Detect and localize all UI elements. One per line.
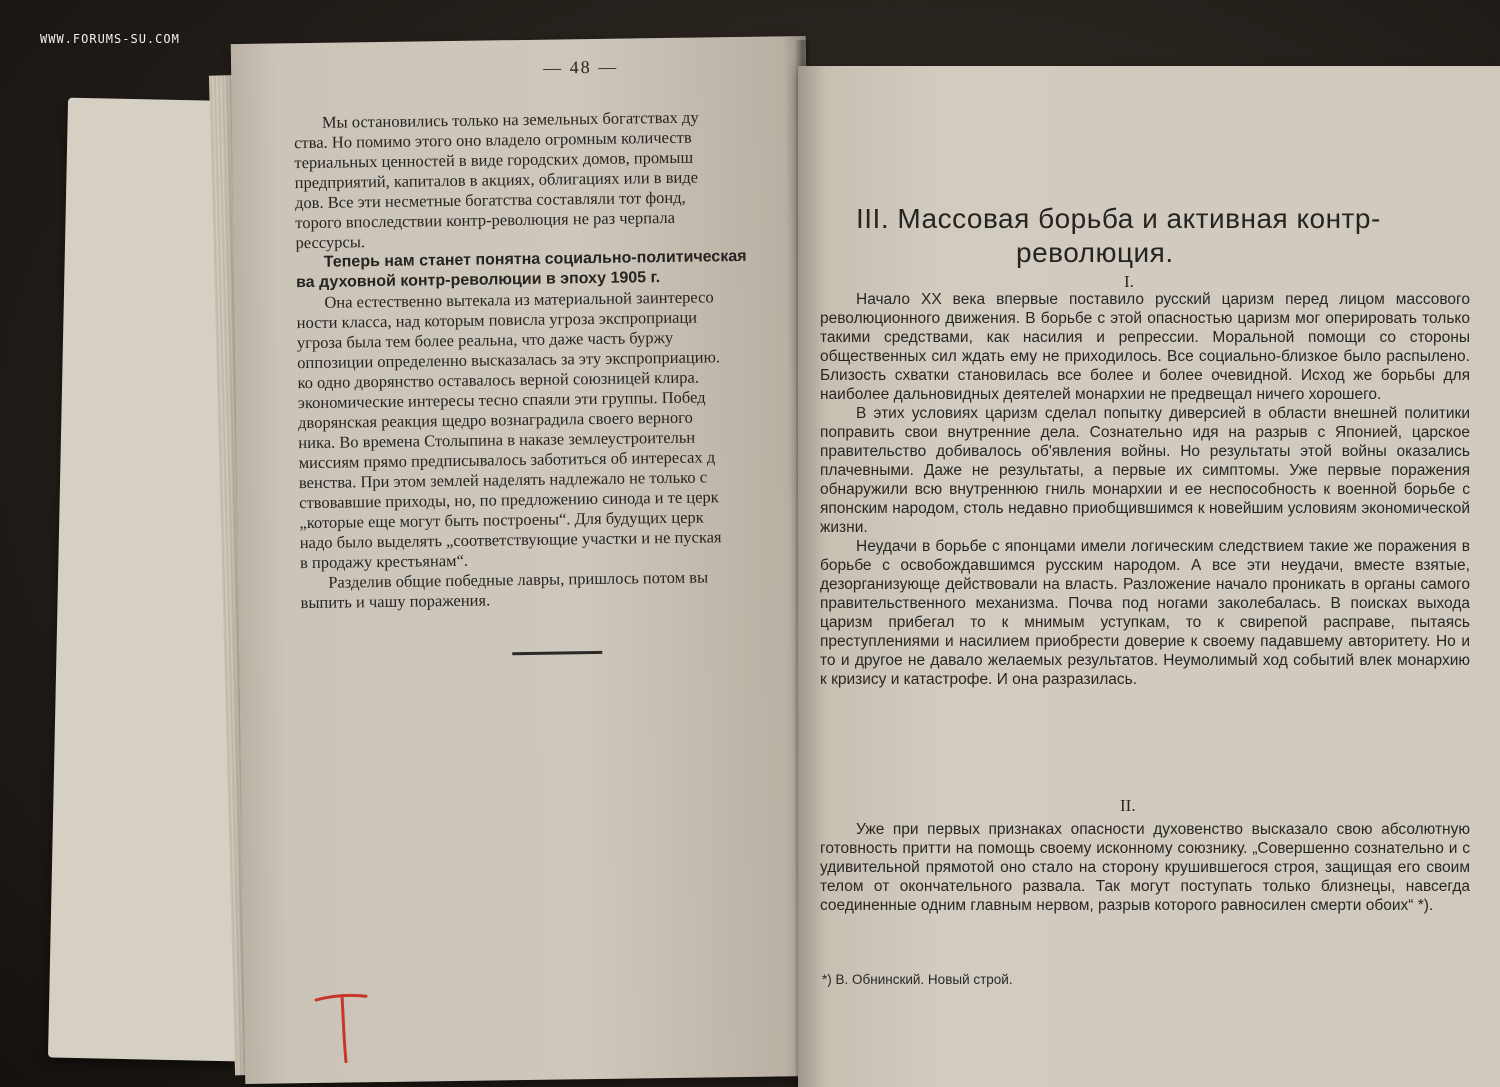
left-text-line: торого впоследствии контр-революция не раз черпала <box>295 207 676 233</box>
left-text-line: дов. Все эти несметные богатства составляли тот фонд, <box>294 187 686 213</box>
left-text-line: в продажу крестьянам“. <box>299 550 469 573</box>
paragraph: Начало XX века впервые поставило русский царизм перед лицом массового революционного движения. В борьбе с этой опасностью царизм мог оперировать только такими средствами, как насилия и репрессии. Моральной помощи со стороны общественных сил ждать ему не приходилось. Все социально-близкое было распылено. Близость схватки становилась все более и более очевидной. Исход же борьбы для наиболее дальновидных деятелей монархии не предвещал ничего хорошего. <box>820 291 1470 403</box>
paragraph: В этих условиях царизм сделал попытку диверсией в области внешней политики поправить свои внутренние дела. Сознательно идя на разрыв с Японией, царское правительство добивалось об'явления войны. Но результаты этой войны оказались плачевными. Даже не результаты, а первые их симптомы. Уже первые поражения обнаружили всю внутреннюю гниль монархии и ее неспособность к военной борьбе с японским народом, столь недавно приобщившимся к новейшим условиям экономической жизни. <box>820 405 1470 536</box>
left-page-text <box>294 106 813 613</box>
left-text-line: Она естественно вытекала из материальной заинтересо <box>324 287 714 312</box>
section-heading-2: II. <box>1120 796 1136 815</box>
left-text-line: Разделив общие победные лавры, пришлось потом вы <box>328 567 709 592</box>
left-text-line: ва духовной контр-революции в эпоху 1905 г. <box>295 269 661 292</box>
left-text-line: рессурсы. <box>295 232 366 253</box>
left-text-line: ника. Во времена Столыпина в наказе землеустроительн <box>298 427 696 453</box>
left-text-line: ко одно дворянство оставалось верной союзницей клира. <box>297 367 700 393</box>
chapter-title <box>856 202 1476 270</box>
left-text-line: надо было выделять „соответствующие участки и не пуская <box>299 527 722 553</box>
left-page <box>231 36 820 1084</box>
left-text-line: экономические интересы тесно спаяли эти группы. Побед <box>297 387 706 413</box>
paragraph: Уже при первых признаках опасности духовенство высказало свою абсолютную готовность притти на помощь своему исконному союзнику. „Совершенно сознательно и с удивительной прямотой оно стало на сторону крушившегося строя, защищая его своим телом от окончательного развала. Так могут поступать только близнецы, навсегда соединенные одним главным нервом, разрыв которого равносилен смерти обоих“ *). <box>820 821 1470 914</box>
left-text-line: дворянская реакция щедро вознаградила своего верного <box>297 407 693 433</box>
left-text-line: оппозиции определенно высказалась за эту экспроприацию. <box>297 347 721 373</box>
left-text-line: Теперь нам станет понятна социально-политическая <box>323 247 747 271</box>
left-text-line: териальных ценностей в виде городских домов, промыш <box>294 147 694 173</box>
left-text-line: ства. Но помимо этого оно владело огромным количеств <box>294 127 692 153</box>
handwritten-t-mark <box>312 987 371 1068</box>
section-end-rule <box>512 651 602 655</box>
left-text-line: Мы остановились только на земельных богатствах ду <box>321 107 699 132</box>
left-text-line: „которые еще могут быть построены“. Для будущих церк <box>299 507 704 533</box>
paragraph: Неудачи в борьбе с японцами имели логическим следствием такие же поражения в борьбе с освобождавшимся русским народом. А все эти неудачи, вместе взятые, дезорганизующе действовали на власть. Разложение начало проникать в органы самого правительственного механизма. Почва под ногами заколебалась. В поисках выхода царизм прибегал то к мнимым уступкам, то к свирепой расправе, пытаясь преступлениями и насилием приобрести доверие к своему падавшему авторитету. Но и то и другое не давало желаемых результатов. Неумолимый ход событий влек монархию к кризису и катастрофе. И она разразилась. <box>820 538 1470 688</box>
left-text-line: выпить и чашу поражения. <box>300 590 491 613</box>
section-2-text <box>820 820 1470 915</box>
left-text-line: угроза была тем более реальна, что даже часть буржу <box>296 327 674 353</box>
chapter-title-line-1: III. Массовая борьба и активная контр- <box>856 203 1381 234</box>
footnote: *) В. Обнинский. Новый строй. <box>822 972 1013 987</box>
left-text-line: венства. При этом землей наделять надлежало не только с <box>298 467 708 493</box>
chapter-title-line-2: революция. <box>1016 237 1174 268</box>
section-1-text <box>820 290 1470 689</box>
section-heading-1: I. <box>1124 272 1134 291</box>
left-text-line: ности класса, над которым повисла угроза экспроприаци <box>296 307 698 333</box>
left-text-line: предприятий, капиталов в акциях, облигациях или в виде <box>294 167 699 193</box>
right-page <box>798 66 1500 1087</box>
left-text-line: ствовавшие приходы, но, по предложению синода и те церк <box>299 487 719 513</box>
watermark: WWW.FORUMS-SU.COM <box>40 32 180 46</box>
left-text-line: миссиям прямо предписывалось заботиться об интересах д <box>298 447 716 473</box>
page-number: — 48 — <box>542 56 619 78</box>
